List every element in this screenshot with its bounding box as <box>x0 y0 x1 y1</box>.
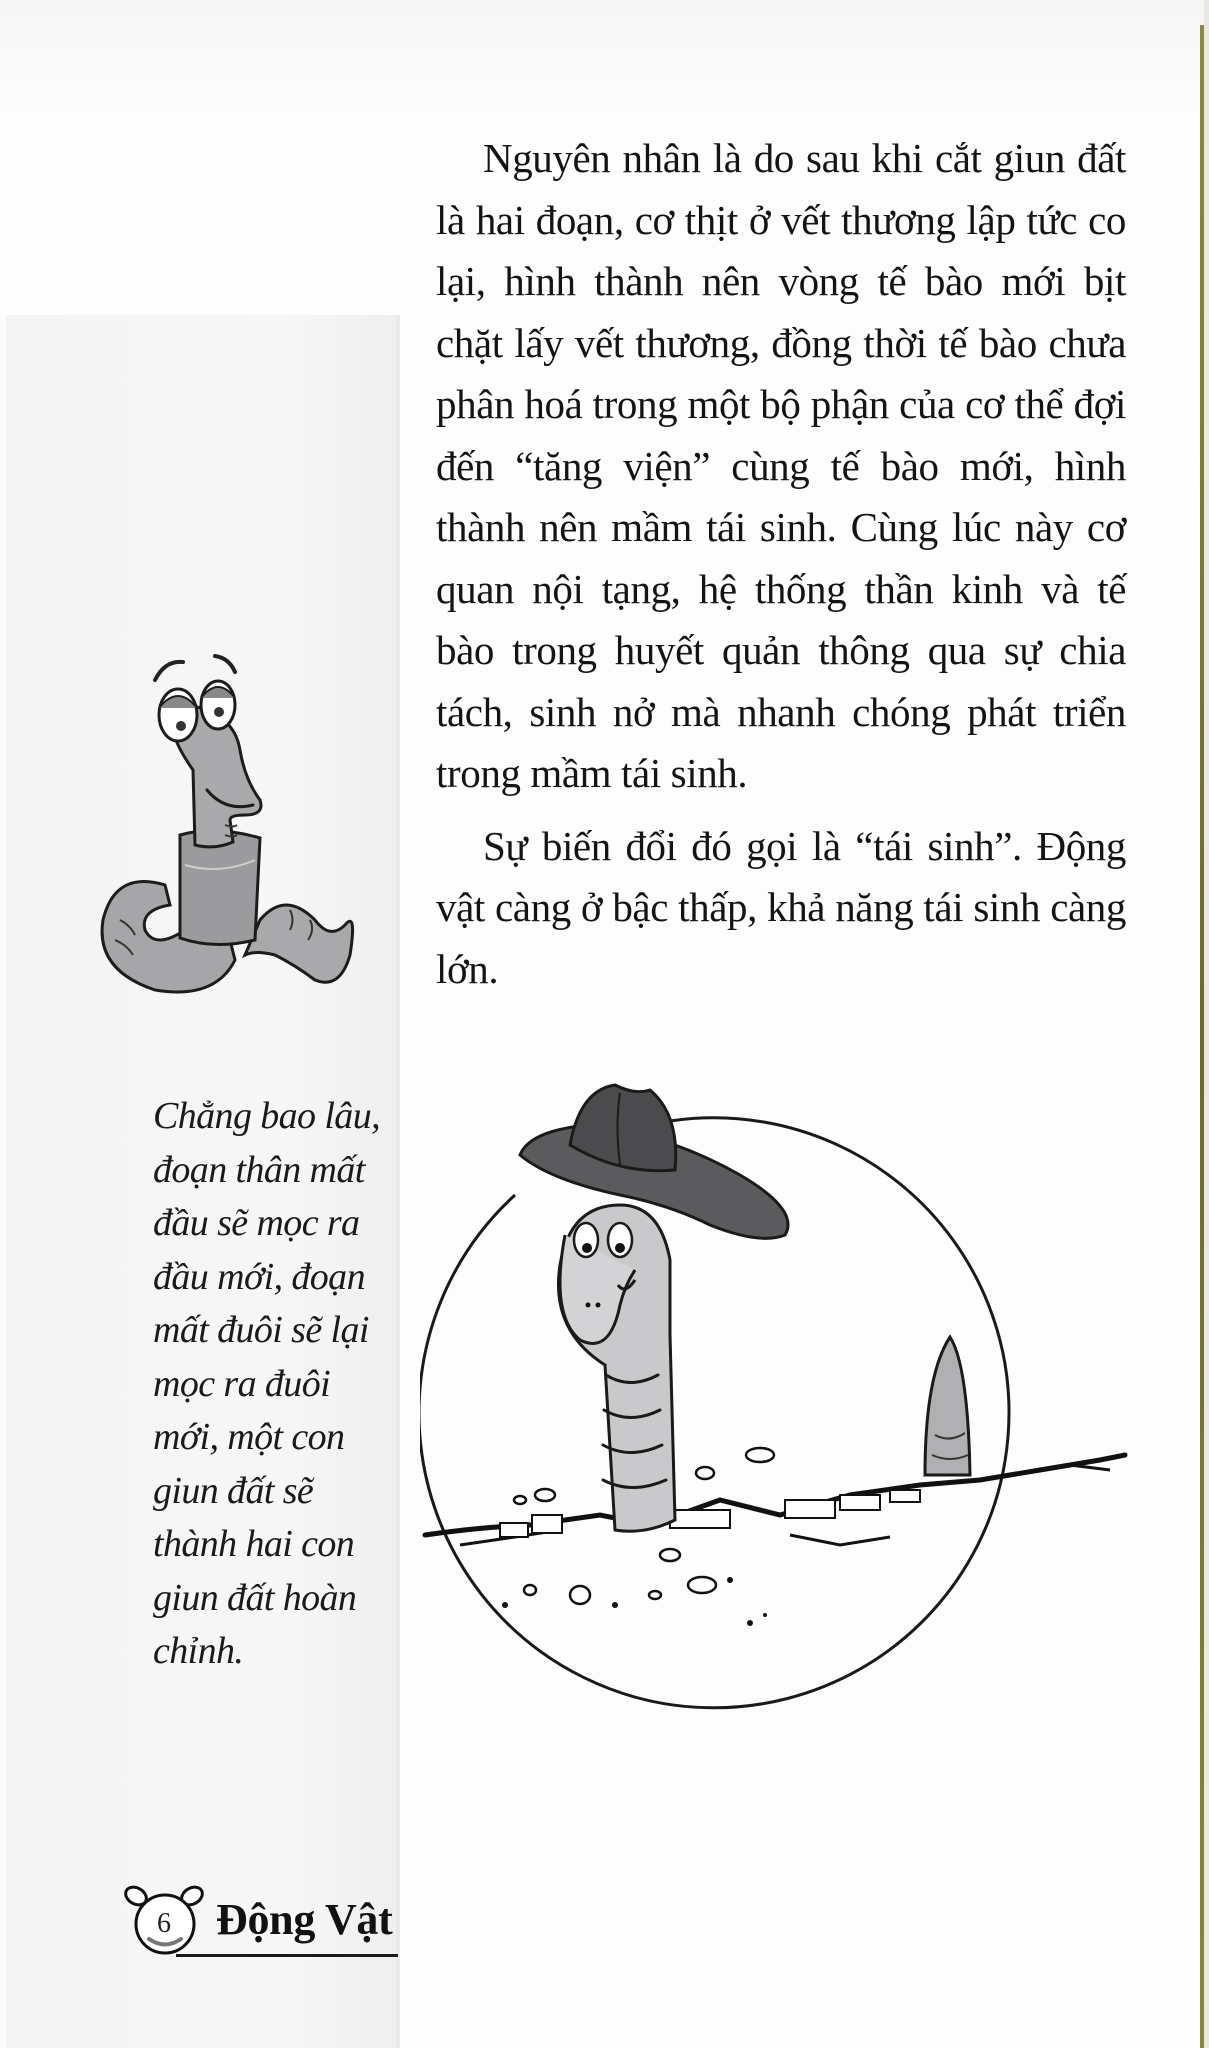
caption-line: đầu mới, đoạn <box>153 1255 365 1298</box>
page-top-shade <box>0 0 1209 120</box>
worm-hat-illustration <box>420 1075 1140 1715</box>
paragraph-1: Nguyên nhân là do sau khi cắt giun đất là hai đoạn, cơ thịt ở vết thương lập tức co lại, hình thành nên vòng tế bào mới bịt chặt lấy vết thương, đồng thời tế bào chưa phân hoá trong một bộ phận của cơ thể đợi đến “tăng viện” cùng tế bào mới, hình thành nên mầm tái sinh. Cùng lúc này cơ quan nội tạng, hệ thống thần kinh và tế bào trong huyết quản thông qua sự chia tách, sinh nở mà nhanh chóng phát triển trong mầm tái sinh. <box>436 135 1126 796</box>
caption-line: thành hai con <box>153 1523 355 1565</box>
paragraph-2: Sự biến đổi đó gọi là “tái sinh”. Động vật càng ở bậc thấp, khả năng tái sinh càng lớn. <box>436 822 1126 992</box>
page-edge-outer <box>1204 0 1209 2048</box>
sidebar-caption <box>153 1090 393 1679</box>
cartoon-worm-smiling-icon <box>95 620 355 1000</box>
caption-line: giun đất hoàn <box>153 1576 357 1619</box>
page-footer <box>120 1880 398 1960</box>
cartoon-worm-with-cowboy-hat-icon <box>420 1075 1140 1715</box>
caption-line: đoạn thân mất <box>153 1148 365 1191</box>
caption-line: mới, một con <box>153 1416 345 1458</box>
main-text <box>436 128 1126 1000</box>
caption-line: mất đuôi sẽ lại <box>153 1309 369 1351</box>
page-number: 6 <box>157 1908 171 1939</box>
caption-line: đầu sẽ mọc ra <box>153 1202 360 1244</box>
footer-rule <box>176 1954 398 1957</box>
worm-illustration-left <box>95 620 355 1000</box>
sidebar-panel-edge <box>396 315 400 2048</box>
caption-line: Chẳng bao lâu, <box>153 1095 381 1137</box>
caption-line: giun đất sẽ <box>153 1469 314 1512</box>
caption-line: mọc ra đuôi <box>153 1362 331 1405</box>
caption-line: chỉnh. <box>153 1630 244 1672</box>
book-title: Động Vật <box>216 1895 393 1944</box>
